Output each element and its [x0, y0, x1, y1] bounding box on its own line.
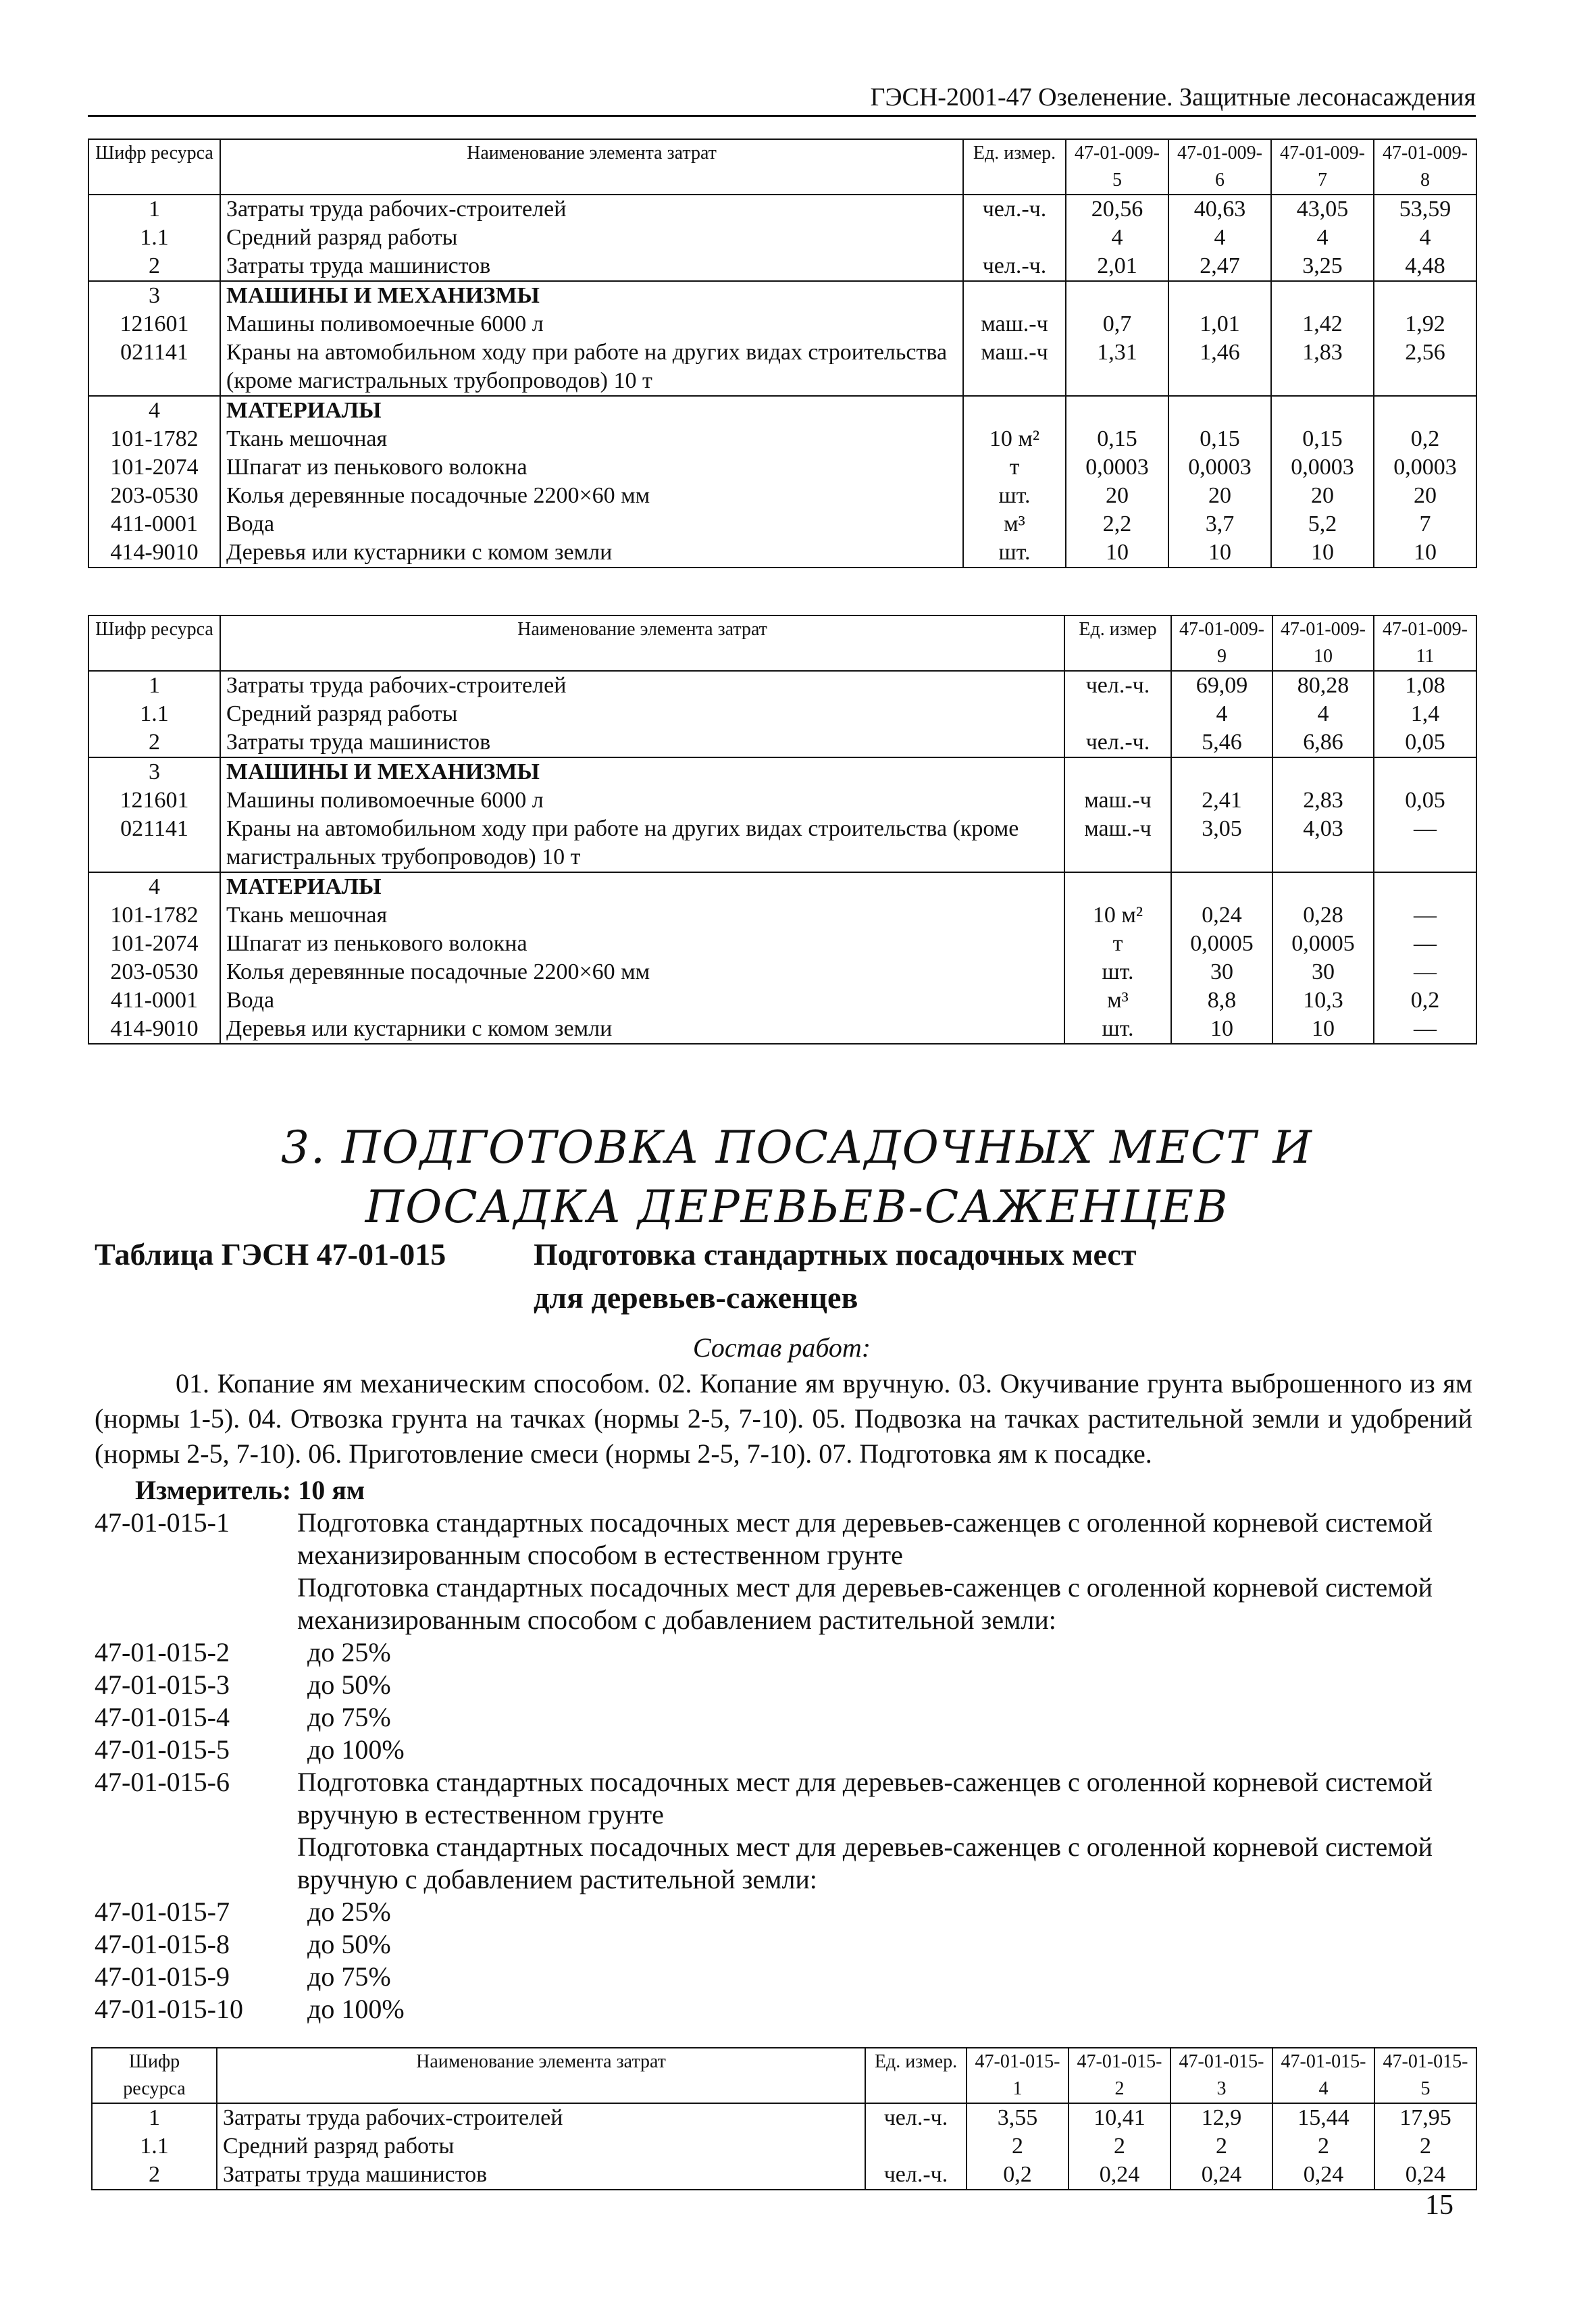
resource-value: 0,0003	[1271, 453, 1374, 482]
resource-value: 4,48	[1374, 252, 1476, 281]
resource-unit: шт.	[963, 538, 1066, 568]
resource-code: 1.1	[92, 2132, 217, 2161]
resource-code: 2	[88, 728, 220, 757]
resource-code: 101-2074	[88, 453, 220, 482]
resource-value: 0,0005	[1171, 930, 1272, 958]
resource-value: —	[1374, 1015, 1476, 1044]
section-heading: МАШИНЫ И МЕХАНИЗМЫ	[220, 281, 963, 310]
resource-unit: маш.-ч	[963, 338, 1066, 396]
resource-code: 203-0530	[88, 958, 220, 986]
table-row	[88, 510, 1476, 538]
resource-value: 5,2	[1271, 510, 1374, 538]
column-header: 47-01-009-5	[1066, 139, 1168, 195]
resource-value: 20,56	[1066, 195, 1168, 224]
resource-name: Краны на автомобильном ходу при работе на других видах строительства (кроме магистральных трубопроводов) 10 т	[220, 338, 963, 396]
list-item	[95, 1507, 1472, 1571]
norm-description: до 75%	[307, 1702, 391, 1732]
table-row	[88, 281, 1476, 310]
list-item	[95, 1636, 1472, 1669]
resource-value: 0,0003	[1374, 453, 1476, 482]
resource-value	[1374, 757, 1476, 786]
norm-code: 47-01-015-7	[95, 1896, 230, 1927]
column-header: Шифр ресурса	[92, 2048, 217, 2103]
chapter-title-line: 3. ПОДГОТОВКА ПОСАДОЧНЫХ МЕСТ И	[281, 1122, 1313, 1174]
table-row	[88, 958, 1476, 986]
norm-code: 47-01-015-9	[95, 1961, 230, 1992]
resource-code: 203-0530	[88, 482, 220, 510]
resource-value: 43,05	[1271, 195, 1374, 224]
resource-value: 4,03	[1272, 815, 1374, 872]
norms-list	[95, 1507, 1472, 2026]
table-row	[88, 757, 1476, 786]
resource-name: Вода	[220, 510, 963, 538]
resource-unit: чел.-ч.	[963, 195, 1066, 224]
column-header: 47-01-015-5	[1374, 2048, 1476, 2103]
resource-code: 4	[88, 396, 220, 425]
resource-table-009-9-11	[88, 615, 1477, 1045]
resource-name: Средний разряд работы	[217, 2132, 865, 2161]
resource-name: Затраты труда рабочих-строителей	[220, 671, 1064, 700]
resource-value: 10,41	[1069, 2103, 1170, 2132]
resource-value: 1,08	[1374, 671, 1476, 700]
resource-value: 10	[1168, 538, 1271, 568]
resource-unit: м³	[963, 510, 1066, 538]
table-title	[534, 1233, 1378, 1319]
resource-value: 0,24	[1374, 2161, 1476, 2190]
table-header-row	[88, 139, 1476, 195]
column-header: 47-01-015-3	[1170, 2048, 1272, 2103]
resource-unit	[963, 224, 1066, 252]
resource-value: 2,83	[1272, 786, 1374, 815]
list-item	[95, 1734, 1472, 1766]
resource-value: 53,59	[1374, 195, 1476, 224]
table-row	[88, 195, 1476, 224]
column-header: Ед. измер.	[865, 2048, 967, 2103]
resource-value: 1,4	[1374, 700, 1476, 728]
resource-value: 0,24	[1171, 901, 1272, 930]
column-header: Ед. измер	[1064, 615, 1171, 671]
composition-text: 01. Копание ям механическим способом. 02. Копание ям вручную. 03. Окучивание грунта выброшенного из ям (нормы 1-5). 04. Отвозка грунта на тачках (нормы 2-5, 7-10). 05. Подвозка на тачках растительной земли и удобрений (нормы 2-5, 7-10). 06. Приготовление смеси (нормы 2-5, 7-10). 07. Подготовка ям к посадке.	[95, 1368, 1472, 1469]
resource-code: 121601	[88, 786, 220, 815]
resource-value: 8,8	[1171, 986, 1272, 1015]
resource-code: 3	[88, 757, 220, 786]
resource-value: 1,31	[1066, 338, 1168, 396]
resource-unit: м³	[1064, 986, 1171, 1015]
resource-unit: т	[1064, 930, 1171, 958]
column-header: Наименование элемента затрат	[217, 2048, 865, 2103]
column-header: 47-01-009-9	[1171, 615, 1272, 671]
norm-code: 47-01-015-6	[95, 1767, 230, 1797]
resource-unit: 10 м²	[1064, 901, 1171, 930]
resource-code: 3	[88, 281, 220, 310]
resource-value: 17,95	[1374, 2103, 1476, 2132]
resource-value: —	[1374, 930, 1476, 958]
column-header: 47-01-015-4	[1272, 2048, 1374, 2103]
table-row	[88, 872, 1476, 901]
page-number: 15	[1425, 2190, 1453, 2221]
column-header: 47-01-015-2	[1069, 2048, 1170, 2103]
measure-unit: Измеритель: 10 ям	[135, 1475, 365, 1505]
resource-value: 1,46	[1168, 338, 1271, 396]
table-row	[88, 815, 1476, 872]
resource-value: 0,2	[1374, 425, 1476, 453]
resource-value: 10	[1171, 1015, 1272, 1044]
resource-code: 101-1782	[88, 425, 220, 453]
resource-unit: шт.	[963, 482, 1066, 510]
resource-value: 4	[1168, 224, 1271, 252]
resource-value: 2	[967, 2132, 1069, 2161]
resource-name: Вода	[220, 986, 1064, 1015]
resource-unit: чел.-ч.	[865, 2103, 967, 2132]
resource-value: 30	[1272, 958, 1374, 986]
resource-value: 1,42	[1271, 310, 1374, 338]
resource-value: 20	[1168, 482, 1271, 510]
resource-value: 2,2	[1066, 510, 1168, 538]
table-row	[88, 930, 1476, 958]
resource-value: 80,28	[1272, 671, 1374, 700]
table-code: Таблица ГЭСН 47-01-015	[95, 1237, 446, 1272]
resource-value: 4	[1374, 224, 1476, 252]
column-header: 47-01-009-7	[1271, 139, 1374, 195]
norm-description: Подготовка стандартных посадочных мест для деревьев-саженцев с оголенной корневой системой механизированным способом в естественном грунте	[297, 1507, 1433, 1570]
resource-unit: чел.-ч.	[963, 252, 1066, 281]
resource-unit: маш.-ч	[1064, 815, 1171, 872]
resource-value: 4	[1271, 224, 1374, 252]
list-item	[95, 1928, 1472, 1961]
resource-unit: шт.	[1064, 958, 1171, 986]
norm-code: 47-01-015-3	[95, 1669, 230, 1700]
list-item	[95, 1701, 1472, 1734]
resource-unit	[865, 2132, 967, 2161]
table-header-row	[92, 2048, 1476, 2103]
resource-unit: маш.-ч	[963, 310, 1066, 338]
resource-name: Шпагат из пенькового волокна	[220, 930, 1064, 958]
resource-unit: чел.-ч.	[865, 2161, 967, 2190]
resource-value	[1374, 872, 1476, 901]
norm-description: до 25%	[307, 1637, 391, 1667]
resource-value: —	[1374, 815, 1476, 872]
resource-name: Средний разряд работы	[220, 224, 963, 252]
column-header: 47-01-009-6	[1168, 139, 1271, 195]
resource-name: Ткань мешочная	[220, 425, 963, 453]
resource-unit	[963, 281, 1066, 310]
norm-description: до 75%	[307, 1961, 391, 1992]
resource-value: 0,7	[1066, 310, 1168, 338]
table-row	[88, 338, 1476, 396]
resource-value	[1271, 281, 1374, 310]
resource-value: 3,55	[967, 2103, 1069, 2132]
norm-code: 47-01-015-10	[95, 1994, 243, 2024]
resource-code: 101-2074	[88, 930, 220, 958]
resource-value: 4	[1066, 224, 1168, 252]
norm-code: 47-01-015-5	[95, 1734, 230, 1765]
list-item	[95, 1993, 1472, 2026]
table-header-row	[88, 615, 1476, 671]
norm-description: до 100%	[307, 1734, 405, 1765]
norm-description: Подготовка стандартных посадочных мест для деревьев-саженцев с оголенной корневой системой механизированным способом с добавлением растительной земли:	[297, 1572, 1433, 1635]
resource-value: 0,05	[1374, 728, 1476, 757]
norm-code: 47-01-015-1	[95, 1507, 230, 1538]
table-row	[88, 482, 1476, 510]
resource-unit: чел.-ч.	[1064, 671, 1171, 700]
resource-value: 0,24	[1272, 2161, 1374, 2190]
resource-value	[1066, 396, 1168, 425]
resource-code: 411-0001	[88, 986, 220, 1015]
resource-name: Затраты труда рабочих-строителей	[217, 2103, 865, 2132]
resource-table-015-1-5	[91, 2047, 1477, 2190]
resource-unit	[1064, 700, 1171, 728]
resource-name: Машины поливомоечные 6000 л	[220, 786, 1064, 815]
resource-value: 0,15	[1168, 425, 1271, 453]
section-heading: МАШИНЫ И МЕХАНИЗМЫ	[220, 757, 1064, 786]
table-row	[88, 252, 1476, 281]
resource-code: 2	[92, 2161, 217, 2190]
resource-value: 2,01	[1066, 252, 1168, 281]
resource-code: 2	[88, 252, 220, 281]
norm-code: 47-01-015-8	[95, 1929, 230, 1959]
resource-code: 414-9010	[88, 538, 220, 568]
running-header: ГЭСН-2001-47 Озеленение. Защитные лесонасаждения	[88, 81, 1476, 117]
resource-value: 2,56	[1374, 338, 1476, 396]
resource-value: 0,15	[1066, 425, 1168, 453]
resource-code: 121601	[88, 310, 220, 338]
table-row	[88, 786, 1476, 815]
column-header: 47-01-015-1	[967, 2048, 1069, 2103]
resource-value	[1171, 872, 1272, 901]
resource-value: 30	[1171, 958, 1272, 986]
resource-value	[1066, 281, 1168, 310]
chapter-title	[203, 1118, 1391, 1237]
resource-value: 0,2	[1374, 986, 1476, 1015]
resource-code: 411-0001	[88, 510, 220, 538]
resource-value	[1272, 757, 1374, 786]
table-row	[88, 986, 1476, 1015]
column-header: Ед. измер.	[963, 139, 1066, 195]
resource-code: 101-1782	[88, 901, 220, 930]
column-header: Шифр ресурса	[88, 615, 220, 671]
table-row	[88, 1015, 1476, 1044]
resource-value: 1,01	[1168, 310, 1271, 338]
table-row	[88, 671, 1476, 700]
resource-value: 0,15	[1271, 425, 1374, 453]
resource-value	[1272, 872, 1374, 901]
resource-value: 2,47	[1168, 252, 1271, 281]
resource-name: Краны на автомобильном ходу при работе на других видах строительства (кроме магистральных трубопроводов) 10 т	[220, 815, 1064, 872]
table-row	[88, 396, 1476, 425]
resource-value: 2,41	[1171, 786, 1272, 815]
norm-description: до 25%	[307, 1896, 391, 1927]
resource-code: 021141	[88, 815, 220, 872]
resource-value: 2	[1069, 2132, 1170, 2161]
column-header: Наименование элемента затрат	[220, 139, 963, 195]
table-row	[88, 224, 1476, 252]
resource-name: Ткань мешочная	[220, 901, 1064, 930]
resource-value: 69,09	[1171, 671, 1272, 700]
resource-code: 1	[92, 2103, 217, 2132]
resource-name: Затраты труда машинистов	[220, 252, 963, 281]
column-header: Наименование элемента затрат	[220, 615, 1064, 671]
norm-description: до 50%	[307, 1669, 391, 1700]
resource-code: 1	[88, 671, 220, 700]
resource-value: 3,7	[1168, 510, 1271, 538]
resource-unit: шт.	[1064, 1015, 1171, 1044]
resource-value: 0,0005	[1272, 930, 1374, 958]
resource-value: 4	[1272, 700, 1374, 728]
resource-value: 15,44	[1272, 2103, 1374, 2132]
resource-unit: маш.-ч	[1064, 786, 1171, 815]
table-row	[88, 901, 1476, 930]
resource-value: 4	[1171, 700, 1272, 728]
resource-value: —	[1374, 958, 1476, 986]
resource-value: 0,0003	[1066, 453, 1168, 482]
list-item	[95, 1896, 1472, 1928]
norm-description: до 100%	[307, 1994, 405, 2024]
resource-value: 10	[1374, 538, 1476, 568]
table-row	[92, 2103, 1476, 2132]
resource-unit	[1064, 757, 1171, 786]
resource-value: 7	[1374, 510, 1476, 538]
resource-value: 0,05	[1374, 786, 1476, 815]
resource-value: 20	[1066, 482, 1168, 510]
resource-value: 1,92	[1374, 310, 1476, 338]
resource-name: Машины поливомоечные 6000 л	[220, 310, 963, 338]
resource-code: 4	[88, 872, 220, 901]
resource-name: Затраты труда машинистов	[217, 2161, 865, 2190]
list-item	[95, 1571, 1472, 1636]
list-item	[95, 1766, 1472, 1831]
column-header: 47-01-009-11	[1374, 615, 1476, 671]
resource-value: 10	[1272, 1015, 1374, 1044]
table-row	[92, 2132, 1476, 2161]
resource-value: 6,86	[1272, 728, 1374, 757]
resource-value: 0,24	[1170, 2161, 1272, 2190]
resource-code: 1	[88, 195, 220, 224]
resource-value	[1168, 396, 1271, 425]
table-row	[88, 538, 1476, 568]
resource-value	[1374, 396, 1476, 425]
resource-name: Колья деревянные посадочные 2200×60 мм	[220, 482, 963, 510]
column-header: 47-01-009-10	[1272, 615, 1374, 671]
resource-value: 20	[1271, 482, 1374, 510]
resource-value: 40,63	[1168, 195, 1271, 224]
resource-value: 0,28	[1272, 901, 1374, 930]
resource-value: 10,3	[1272, 986, 1374, 1015]
resource-unit	[963, 396, 1066, 425]
resource-value: 10	[1066, 538, 1168, 568]
norm-description: Подготовка стандартных посадочных мест для деревьев-саженцев с оголенной корневой системой вручную в естественном грунте	[297, 1767, 1433, 1830]
resource-code: 1.1	[88, 224, 220, 252]
resource-value: 3,25	[1271, 252, 1374, 281]
column-header: Шифр ресурса	[88, 139, 220, 195]
section-heading: МАТЕРИАЛЫ	[220, 872, 1064, 901]
resource-name: Деревья или кустарники с комом земли	[220, 1015, 1064, 1044]
resource-value: 1,83	[1271, 338, 1374, 396]
resource-value: 0,0003	[1168, 453, 1271, 482]
table-row	[88, 700, 1476, 728]
table-row	[88, 453, 1476, 482]
list-item	[95, 1669, 1472, 1701]
resource-name: Затраты труда рабочих-строителей	[220, 195, 963, 224]
norm-code: 47-01-015-2	[95, 1637, 230, 1667]
resource-name: Колья деревянные посадочные 2200×60 мм	[220, 958, 1064, 986]
resource-name: Шпагат из пенькового волокна	[220, 453, 963, 482]
resource-value: 10	[1271, 538, 1374, 568]
resource-value	[1168, 281, 1271, 310]
resource-value: 3,05	[1171, 815, 1272, 872]
resource-value: 0,2	[967, 2161, 1069, 2190]
resource-value	[1271, 396, 1374, 425]
table-row	[88, 425, 1476, 453]
resource-table-009-5-8	[88, 139, 1477, 568]
resource-unit: чел.-ч.	[1064, 728, 1171, 757]
section-heading: МАТЕРИАЛЫ	[220, 396, 963, 425]
table-row	[88, 728, 1476, 757]
resource-value: 20	[1374, 482, 1476, 510]
norm-description: до 50%	[307, 1929, 391, 1959]
composition-title: Состав работ:	[692, 1332, 871, 1363]
resource-name: Средний разряд работы	[220, 700, 1064, 728]
resource-value: 0,24	[1069, 2161, 1170, 2190]
table-title-line: для деревьев-саженцев	[534, 1280, 858, 1315]
resource-value: 12,9	[1170, 2103, 1272, 2132]
table-row	[88, 310, 1476, 338]
resource-code: 1.1	[88, 700, 220, 728]
chapter-title-line: ПОСАДКА ДЕРЕВЬЕВ-САЖЕНЦЕВ	[365, 1181, 1229, 1233]
resource-code: 021141	[88, 338, 220, 396]
resource-value	[1171, 757, 1272, 786]
resource-unit: 10 м²	[963, 425, 1066, 453]
resource-value: 5,46	[1171, 728, 1272, 757]
list-item	[95, 1831, 1472, 1896]
resource-code: 414-9010	[88, 1015, 220, 1044]
column-header: 47-01-009-8	[1374, 139, 1476, 195]
resource-name: Деревья или кустарники с комом земли	[220, 538, 963, 568]
norm-description: Подготовка стандартных посадочных мест для деревьев-саженцев с оголенной корневой системой вручную с добавлением растительной земли:	[297, 1832, 1433, 1894]
norm-code: 47-01-015-4	[95, 1702, 230, 1732]
resource-unit	[1064, 872, 1171, 901]
table-row	[92, 2161, 1476, 2190]
resource-unit: т	[963, 453, 1066, 482]
list-item	[95, 1961, 1472, 1993]
resource-value: 2	[1272, 2132, 1374, 2161]
resource-value: 2	[1170, 2132, 1272, 2161]
resource-value	[1374, 281, 1476, 310]
resource-value: 2	[1374, 2132, 1476, 2161]
resource-name: Затраты труда машинистов	[220, 728, 1064, 757]
resource-value: —	[1374, 901, 1476, 930]
table-title-line: Подготовка стандартных посадочных мест	[534, 1237, 1137, 1272]
